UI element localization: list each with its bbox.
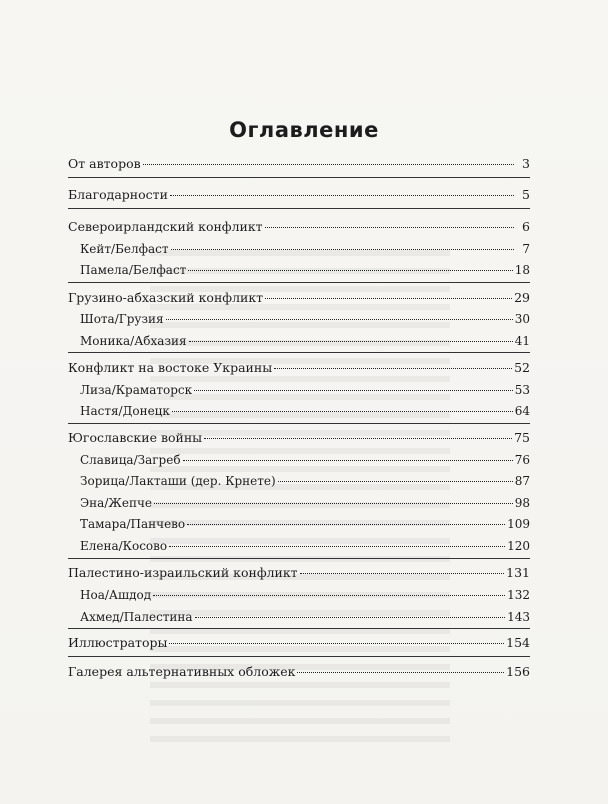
dot-leader: [204, 438, 512, 439]
dot-leader: [278, 481, 513, 482]
toc-entry-label: Галерея альтернативных обложек: [68, 664, 296, 679]
toc-entry-page: 6: [522, 219, 530, 234]
toc-entry-label: Ноа/Ашдод: [80, 588, 152, 602]
dot-leader: [172, 411, 513, 412]
toc-entry-page: 120: [507, 539, 530, 553]
toc-section[interactable]: [68, 430, 530, 446]
toc-entry-page: 131: [506, 565, 530, 580]
toc-subentry[interactable]: [80, 241, 530, 257]
toc-entry-label: Благодарности: [68, 187, 168, 202]
toc-entry-label: Моника/Абхазия: [80, 334, 187, 348]
section-divider: [68, 656, 530, 657]
toc-entry-label: Ахмед/Палестина: [80, 610, 193, 624]
toc-entry-page: 41: [514, 334, 530, 348]
toc-entry-page: 7: [522, 242, 530, 256]
toc-entry-page: 156: [506, 664, 530, 679]
toc-section[interactable]: [68, 219, 530, 235]
toc-entry-label: Лиза/Краматорск: [80, 383, 193, 397]
toc-entry-page: 29: [514, 290, 530, 305]
toc-entry-page: 132: [507, 588, 530, 602]
toc-entry-page: 76: [514, 453, 530, 467]
toc-entry[interactable]: [68, 156, 530, 172]
dot-leader: [169, 546, 505, 547]
toc-entry-label: Иллюстраторы: [68, 635, 168, 650]
toc-entry[interactable]: [68, 664, 530, 680]
toc-subentry[interactable]: [80, 587, 530, 603]
toc-entry-label: Эна/Жепче: [80, 496, 152, 510]
dot-leader: [169, 643, 504, 644]
toc-entry-label: Славица/Загреб: [80, 453, 181, 467]
toc-entry-page: 143: [507, 610, 530, 624]
toc-subentry[interactable]: [80, 262, 530, 278]
toc-entry-label: Тамара/Панчево: [80, 517, 186, 531]
dot-leader: [187, 524, 505, 525]
dot-leader: [183, 460, 513, 461]
toc-entry-label: Североирландский конфликт: [68, 219, 263, 234]
toc-subentry[interactable]: [80, 333, 530, 349]
dot-leader: [274, 368, 512, 369]
section-divider: [68, 423, 530, 424]
toc-entry-page: 64: [514, 404, 530, 418]
toc-entry[interactable]: [68, 635, 530, 651]
toc-entry-page: 30: [514, 312, 530, 326]
toc-entry-label: Зорица/Лакташи (дер. Крнете): [80, 474, 276, 488]
toc-entry-label: Шота/Грузия: [80, 312, 164, 326]
toc-entry-label: Палестино-израильский конфликт: [68, 565, 298, 580]
toc-entry-page: 98: [514, 496, 530, 510]
toc-entry-label: Грузино-абхазский конфликт: [68, 290, 264, 305]
toc-entry-page: 5: [522, 187, 530, 202]
dot-leader: [265, 227, 514, 228]
dot-leader: [189, 341, 513, 342]
toc-entry[interactable]: [68, 187, 530, 203]
toc-entry-label: Кейт/Белфаст: [80, 242, 169, 256]
toc-entry-label: Памела/Белфаст: [80, 263, 187, 277]
dot-leader: [297, 672, 504, 673]
section-divider: [68, 628, 530, 629]
toc-entry-label: Конфликт на востоке Украины: [68, 360, 273, 375]
toc-subentry[interactable]: [80, 452, 530, 468]
toc-subentry[interactable]: [80, 516, 530, 532]
dot-leader: [171, 249, 514, 250]
dot-leader: [153, 595, 505, 596]
toc-entry-page: 18: [514, 263, 530, 277]
dot-leader: [188, 270, 512, 271]
toc-section[interactable]: [68, 290, 530, 306]
page-title: Оглавление: [229, 118, 379, 142]
section-divider: [68, 558, 530, 559]
toc-subentry[interactable]: [80, 538, 530, 554]
toc-section[interactable]: [68, 360, 530, 376]
section-divider: [68, 352, 530, 353]
dot-leader: [300, 573, 505, 574]
toc-entry-page: 53: [514, 383, 530, 397]
toc-subentry[interactable]: [80, 473, 530, 489]
toc-entry-page: 3: [522, 156, 530, 171]
section-divider: [68, 177, 530, 178]
dot-leader: [143, 164, 514, 165]
dot-leader: [195, 617, 506, 618]
dot-leader: [194, 390, 513, 391]
section-divider: [68, 208, 530, 209]
toc-entry-page: 52: [514, 360, 530, 375]
section-divider: [68, 282, 530, 283]
dot-leader: [154, 503, 513, 504]
dot-leader: [166, 319, 513, 320]
dot-leader: [170, 195, 514, 196]
toc-entry-label: Елена/Косово: [80, 539, 168, 553]
toc-entry-label: Настя/Донецк: [80, 404, 170, 418]
toc-entry-page: 109: [507, 517, 530, 531]
toc-section[interactable]: [68, 565, 530, 581]
toc-subentry[interactable]: [80, 495, 530, 511]
toc-entry-label: Югославские войны: [68, 430, 203, 445]
toc-entry-page: 87: [514, 474, 530, 488]
dot-leader: [265, 298, 512, 299]
toc-subentry[interactable]: [80, 403, 530, 419]
toc-subentry[interactable]: [80, 609, 530, 625]
toc-subentry[interactable]: [80, 382, 530, 398]
toc-entry-label: От авторов: [68, 156, 141, 171]
toc-subentry[interactable]: [80, 311, 530, 327]
toc-entry-page: 154: [506, 635, 530, 650]
toc-entry-page: 75: [514, 430, 530, 445]
